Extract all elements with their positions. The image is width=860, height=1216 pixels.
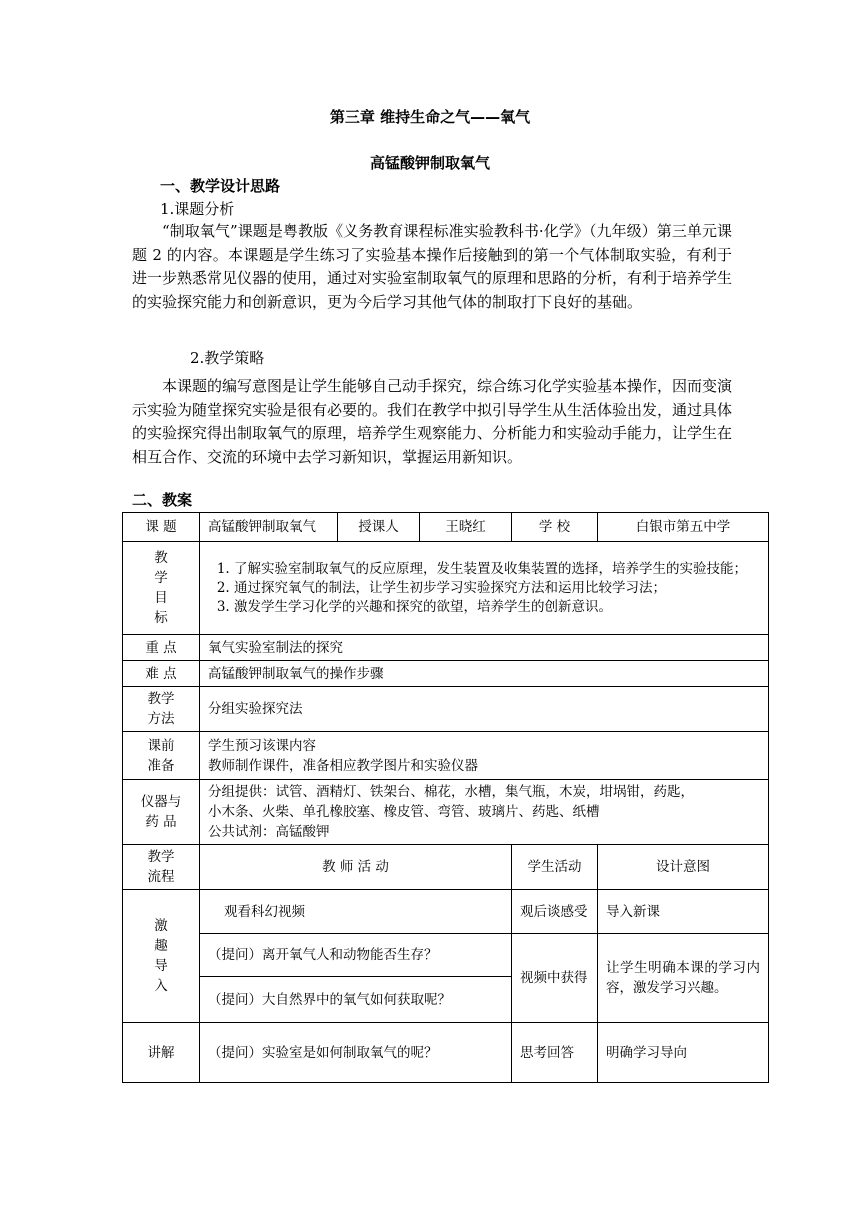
goals-list: [208, 560, 760, 617]
explain-teacher-activity: （提问）实验室是如何制取氧气的呢？: [200, 1023, 512, 1083]
lesson-title: 高锰酸钾制取氧气: [369, 154, 490, 172]
lesson-plan-table: [122, 512, 769, 1083]
strategy-paragraph: 本课题的编写意图是让学生能够自己动手探究，综合练习化学实验基本操作，因而变演示实验为随堂探究实验是很有必要的。我们在教学中拟引导学生从生活体验出发，通过具体的实验探究得出制取氧气的原理，培养学生观察能力、分析能力和实验动手能力，让学生在相互合作、交流的环境中去学习新知识，掌握运用新知识。: [132, 377, 733, 466]
table-row: [123, 780, 769, 845]
equipment-value: [200, 780, 769, 845]
goals-label-char: 学: [154, 570, 168, 586]
prep-label-line: 准备: [147, 757, 175, 774]
subsection-strategy-heading: 2.教学策略: [190, 349, 265, 367]
teacher-value: 王晓红: [420, 513, 512, 542]
table-row: [123, 635, 769, 661]
intro-label-char: 激: [154, 918, 168, 934]
topic-label: 课 题: [123, 513, 200, 542]
intro-design-intent: 导入新课: [598, 890, 769, 934]
student-activity-header: 学生活动: [512, 845, 598, 890]
key-point-value: 氧气实验室制法的探究: [200, 635, 769, 661]
goals-cell: [200, 542, 769, 635]
explain-label: 讲解: [123, 1023, 200, 1083]
intro-teacher-activity: （提问）大自然界中的氧气如何获取呢？: [200, 977, 512, 1023]
goals-label-char: 教: [154, 550, 168, 566]
intro-label-char: 趣: [154, 938, 168, 954]
teacher-activity-header: 教 师 活 动: [200, 845, 512, 890]
intro-label: [123, 890, 200, 1023]
prep-line: 学生预习该课内容: [208, 737, 316, 754]
design-intent-header: 设计意图: [598, 845, 769, 890]
prep-value: [200, 732, 769, 780]
intro-design-intent: 让学生明确本课的学习内容，激发学习兴趣。: [598, 934, 769, 1023]
flow-label: [123, 845, 200, 890]
section2-heading: 二、教案: [132, 491, 193, 509]
goals-label-char: 目: [154, 590, 168, 606]
intro-teacher-activity: （提问）离开氧气人和动物能否生存？: [200, 934, 512, 977]
flow-label-line: 教学: [147, 849, 175, 865]
method-label-line: 方法: [147, 711, 175, 727]
intro-student-activity: 视频中获得: [512, 934, 598, 1023]
equipment-line: 公共试剂：高锰酸钾: [208, 824, 330, 840]
subsection-analysis-heading: 1.课题分析: [160, 200, 235, 218]
goal-item: 1. 了解实验室制取氧气的反应原理，发生装置及收集装置的选择，培养学生的实验技能；: [234, 560, 760, 579]
equipment-line: 小木条、火柴、单孔橡胶塞、橡皮管、弯管、玻璃片、药匙、纸槽: [208, 804, 600, 820]
intro-teacher-activity: 观看科幻视频: [200, 890, 512, 934]
prep-line: 教师制作课件，准备相应教学图片和实验仪器: [208, 757, 478, 774]
difficulty-value: 高锰酸钾制取氧气的操作步骤: [200, 661, 769, 687]
table-row: [123, 890, 769, 934]
equipment-label: [123, 780, 200, 845]
intro-student-activity: 观后谈感受: [512, 890, 598, 934]
method-label-line: 教学: [147, 691, 175, 707]
school-label: 学 校: [512, 513, 598, 542]
section1-heading: 一、教学设计思路: [160, 177, 281, 195]
equipment-label-line: 药 品: [145, 814, 177, 830]
topic-value: 高锰酸钾制取氧气: [200, 513, 338, 542]
analysis-paragraph: “制取氧气”课题是粤教版《义务教育课程标准实验教科书·化学》（九年级）第三单元课题 2 的内容。本课题是学生练习了实验基本操作后接触到的第一个气体制取实验，有利于进一步熟悉常见仪器的使用，通过对实验室制取氧气的原理和思路的分析，有利于培养学生的实验探究能力和创新意识，更为今后学习其他气体的制取打下良好的基础。: [132, 222, 733, 311]
goal-item: 2. 通过探究氧气的制法，让学生初步学习实验探究方法和运用比较学习法；: [234, 579, 760, 598]
equipment-line: 分组提供：试管、酒精灯、铁架台、棉花，水槽，集气瓶，木炭，坩埚钳，药匙，: [208, 784, 694, 800]
prep-label: [123, 732, 200, 780]
table-row: [123, 513, 769, 542]
equipment-label-line: 仪器与: [140, 794, 182, 810]
explain-design-intent: 明确学习导向: [598, 1023, 769, 1083]
method-value: 分组实验探究法: [200, 687, 769, 732]
table-row: [123, 542, 769, 635]
goal-item: 3. 激发学生学习化学的兴趣和探究的欲望，培养学生的创新意识。: [234, 598, 760, 617]
table-row: [123, 661, 769, 687]
table-row: [123, 934, 769, 977]
prep-label-line: 课前: [147, 737, 175, 754]
table-row: [123, 687, 769, 732]
flow-label-line: 流程: [147, 869, 175, 885]
key-point-label: 重 点: [123, 635, 200, 661]
teacher-label: 授课人: [338, 513, 420, 542]
intro-label-char: 导: [154, 958, 168, 974]
difficulty-label: 难 点: [123, 661, 200, 687]
table-row: [123, 732, 769, 780]
explain-student-activity: 思考回答: [512, 1023, 598, 1083]
goals-label-char: 标: [154, 610, 168, 626]
intro-label-char: 入: [154, 978, 168, 994]
school-value: 白银市第五中学: [598, 513, 769, 542]
goals-label: [123, 542, 200, 635]
method-label: [123, 687, 200, 732]
table-row: [123, 1023, 769, 1083]
table-row: [123, 845, 769, 890]
chapter-title: 第三章 维持生命之气——氧气: [329, 108, 531, 126]
